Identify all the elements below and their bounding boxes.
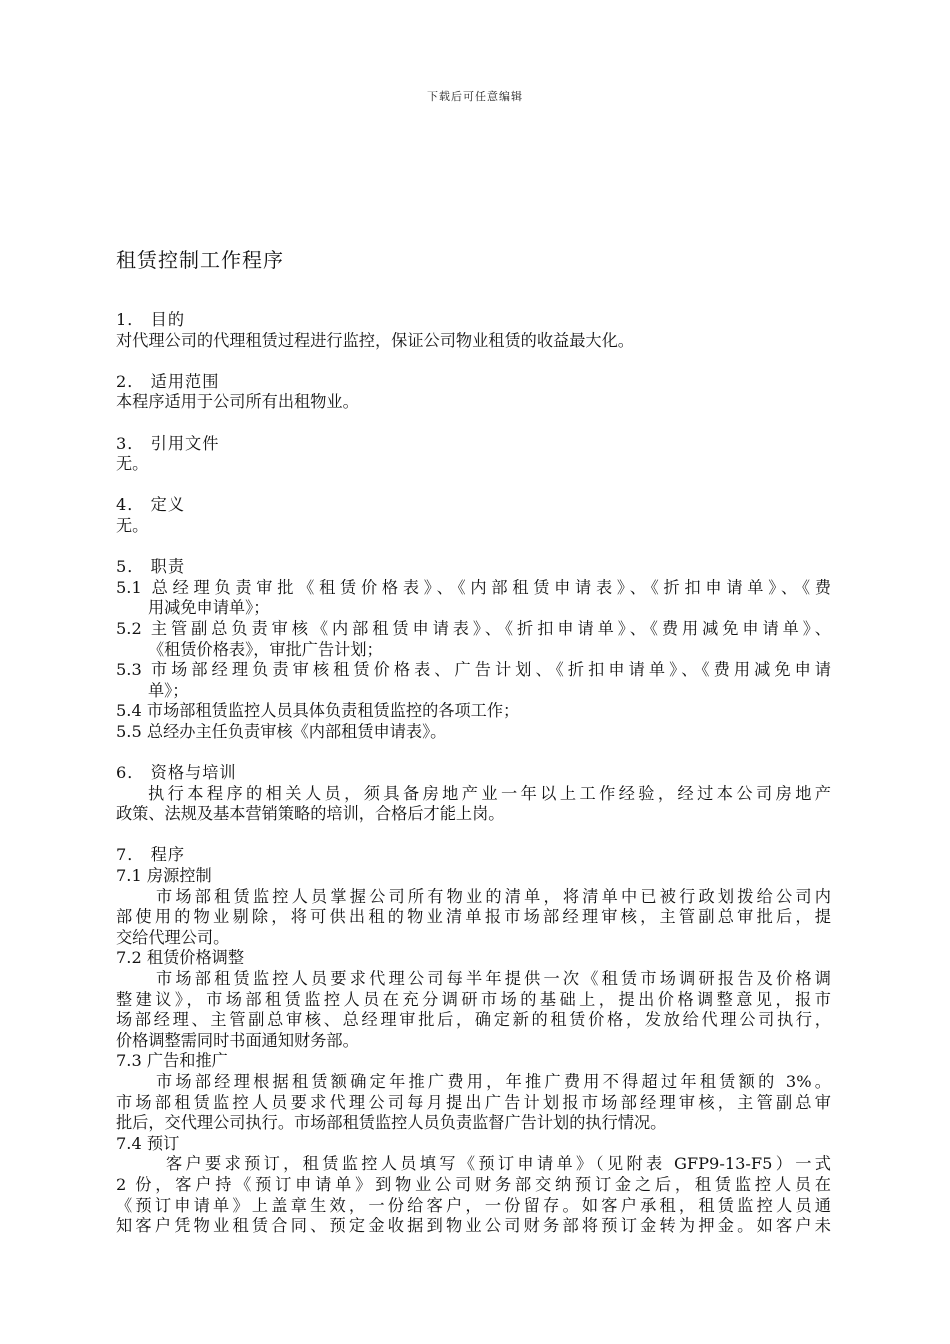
responsibility-item-5-4: 5.4 市场部租赁监控人员具体负责租赁监控的各项工作；	[116, 701, 520, 721]
subsection-heading-7-1: 7.1 房源控制	[116, 866, 212, 886]
subsection-7-3-line: 批后，交代理公司执行。市场部租赁监控人员负责监督广告计划的执行情况。	[116, 1113, 667, 1133]
section-text-definitions: 无。	[116, 515, 149, 535]
section-text-scope: 本程序适用于公司所有出租物业。	[116, 392, 359, 412]
subsection-7-1-line: 部使用的物业剔除，将可供出租的物业清单报市场部经理审核，主管副总审批后，提	[116, 907, 831, 927]
section-heading-procedure: 7． 程序	[116, 845, 186, 865]
section-text-references: 无。	[116, 454, 149, 474]
document-body	[116, 310, 831, 1237]
subsection-7-3-line: 市场部租赁监控人员要求代理公司每月提出广告计划报市场部经理审核，主管副总审	[116, 1092, 831, 1112]
subsection-heading-7-3: 7.3 广告和推广	[116, 1051, 228, 1071]
responsibility-item-5-2: 5.2 主管副总负责审核《内部租赁申请表》、《折扣申请单》、《费用减免申请单》、	[116, 618, 831, 638]
spacer	[116, 825, 831, 846]
spacer	[116, 742, 831, 763]
spacer	[116, 351, 831, 372]
section-heading-scope: 2． 适用范围	[116, 371, 220, 391]
section-heading-qualification: 6． 资格与培训	[116, 763, 237, 783]
subsection-7-4-line: 知客户凭物业租赁合同、预定金收据到物业公司财务部将预订金转为押金。如客户未	[116, 1216, 831, 1236]
section-heading-references: 3． 引用文件	[116, 433, 220, 453]
section-text-purpose: 对代理公司的代理租赁过程进行监控，保证公司物业租赁的收益最大化。	[116, 330, 634, 350]
subsection-7-2-line: 整建议》，市场部租赁监控人员在充分调研市场的基础上，提出价格调整意见，报市	[116, 989, 831, 1009]
subsection-heading-7-2: 7.2 租赁价格调整	[116, 948, 245, 968]
subsection-7-4-line: 客户要求预订，租赁监控人员填写《预订申请单》（见附表 GFP9-13-F5）一式	[166, 1154, 831, 1174]
responsibility-item-5-2-cont: 《租赁价格表》，审批广告计划；	[148, 639, 383, 659]
section-heading-responsibilities: 5． 职责	[116, 557, 186, 577]
spacer	[116, 413, 831, 434]
section-heading-definitions: 4． 定义	[116, 495, 186, 515]
subsection-7-4-line: 《预订申请单》上盖章生效，一份给客户，一份留存。如客户承租，租赁监控人员通	[116, 1195, 831, 1215]
responsibility-item-5-1: 5.1 总经理负责审批《租赁价格表》、《内部租赁申请表》、《折扣申请单》、《费	[116, 577, 831, 597]
qualification-text-line: 执行本程序的相关人员，须具备房地产业一年以上工作经验，经过本公司房地产	[148, 783, 831, 803]
responsibility-item-5-3: 5.3 市场部经理负责审核租赁价格表、广告计划、《折扣申请单》、《费用减免申请	[116, 660, 831, 680]
subsection-7-3-line: 市场部经理根据租赁额确定年推广费用，年推广费用不得超过年租赁额的 3%。	[156, 1071, 831, 1091]
document-title: 租赁控制工作程序	[116, 248, 284, 272]
subsection-7-2-line: 价格调整需同时书面通知财务部。	[116, 1030, 359, 1050]
page-header-note: 下载后可任意编辑	[427, 90, 523, 103]
responsibility-item-5-5: 5.5 总经办主任负责审核《内部租赁申请表》。	[116, 721, 447, 741]
responsibility-item-5-1-cont: 用减免申请单》；	[148, 598, 270, 618]
subsection-heading-7-4: 7.4 预订	[116, 1133, 180, 1153]
qualification-text-line: 政策、法规及基本营销策略的培训，合格后才能上岗。	[116, 804, 505, 824]
subsection-7-1-line: 交给代理公司。	[116, 927, 230, 947]
subsection-7-2-line: 场部经理、主管副总审核、总经理审批后，确定新的租赁价格，发放给代理公司执行，	[116, 1010, 831, 1030]
spacer	[116, 537, 831, 558]
section-heading-purpose: 1． 目的	[116, 310, 186, 329]
spacer	[116, 475, 831, 496]
subsection-7-4-line: 2 份，客户持《预订申请单》到物业公司财务部交纳预订金之后，租赁监控人员在	[116, 1174, 831, 1194]
responsibility-item-5-3-cont: 单》；	[148, 680, 189, 700]
subsection-7-2-line: 市场部租赁监控人员要求代理公司每半年提供一次《租赁市场调研报告及价格调	[156, 969, 831, 988]
subsection-7-1-line: 市场部租赁监控人员掌握公司所有物业的清单，将清单中已被行政划拨给公司内	[156, 886, 831, 906]
